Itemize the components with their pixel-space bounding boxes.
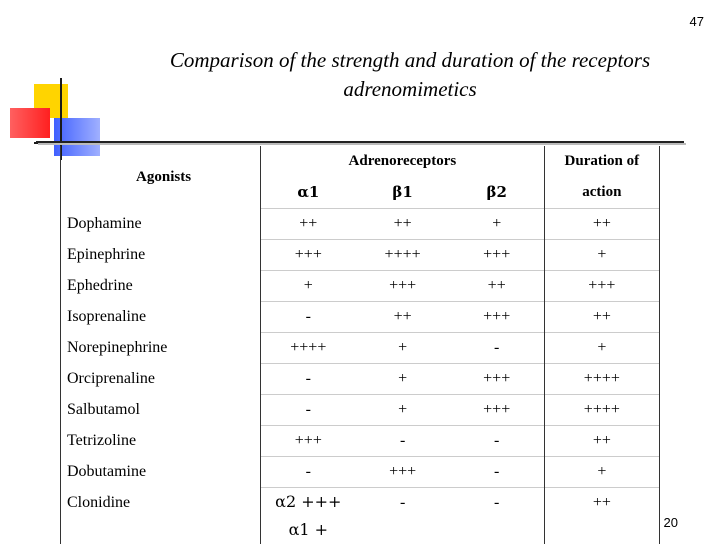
alpha1-value: ++++ xyxy=(261,333,356,364)
alpha1-value: α1 + xyxy=(261,516,355,544)
beta1-header: β1 xyxy=(355,176,449,209)
table-row xyxy=(61,364,660,395)
agonist-name: Epinephrine xyxy=(61,240,261,271)
beta2-value: - xyxy=(450,333,544,364)
agonist-name: Dobutamine xyxy=(61,457,261,488)
table-row xyxy=(61,333,660,364)
beta2-value: - xyxy=(450,457,544,488)
slide-number: 20 xyxy=(664,515,678,530)
beta2-value: + xyxy=(450,209,544,240)
beta1-value: +++ xyxy=(355,271,449,302)
alpha-values-cell xyxy=(261,488,356,544)
agonist-name: Salbutamol xyxy=(61,395,261,426)
beta1-value: + xyxy=(355,333,449,364)
table-row xyxy=(61,395,660,426)
slide-title: Comparison of the strength and duration of the receptors adrenomimetics xyxy=(110,46,710,104)
beta2-value: +++ xyxy=(450,240,544,271)
agonist-name: Norepinephrine xyxy=(61,333,261,364)
duration-header: Duration of xyxy=(544,146,659,176)
title-rule xyxy=(36,141,684,143)
receptor-comparison-table xyxy=(60,146,660,544)
alpha1-value: ++ xyxy=(261,209,356,240)
alpha2-value: α2 +++ xyxy=(261,488,355,516)
alpha1-value: - xyxy=(261,364,356,395)
agonist-name: Dophamine xyxy=(61,209,261,240)
table-row xyxy=(61,488,660,544)
alpha1-value: - xyxy=(261,302,356,333)
table-row xyxy=(61,302,660,333)
beta1-value: ++ xyxy=(355,209,449,240)
beta2-header: β2 xyxy=(450,176,544,209)
beta2-value: +++ xyxy=(450,302,544,333)
beta1-value: +++ xyxy=(355,457,449,488)
table-row xyxy=(61,271,660,302)
duration-value: ++ xyxy=(544,426,659,457)
alpha1-value: - xyxy=(261,457,356,488)
agonist-name: Orciprenaline xyxy=(61,364,261,395)
duration-value: + xyxy=(544,457,659,488)
agonists-header: Agonists xyxy=(61,146,261,209)
alpha1-value: +++ xyxy=(261,240,356,271)
duration-value: ++ xyxy=(544,302,659,333)
beta2-value: +++ xyxy=(450,364,544,395)
red-square-icon xyxy=(10,108,50,138)
agonist-name: Tetrizoline xyxy=(61,426,261,457)
table-row xyxy=(61,240,660,271)
duration-value: + xyxy=(544,333,659,364)
beta1-value: ++++ xyxy=(355,240,449,271)
beta2-value: +++ xyxy=(450,395,544,426)
page-number: 47 xyxy=(690,14,704,29)
agonist-name: Ephedrine xyxy=(61,271,261,302)
duration-value: ++ xyxy=(544,488,659,544)
beta1-value: + xyxy=(355,364,449,395)
table-row xyxy=(61,209,660,240)
alpha1-header: α1 xyxy=(261,176,356,209)
alpha1-value: - xyxy=(261,395,356,426)
duration-value: + xyxy=(544,240,659,271)
beta1-value: ++ xyxy=(355,302,449,333)
beta2-value: ++ xyxy=(450,271,544,302)
beta2-value: - xyxy=(450,426,544,457)
beta1-value: + xyxy=(355,395,449,426)
duration-header-line2: action xyxy=(544,176,659,209)
duration-value: ++ xyxy=(544,209,659,240)
alpha1-value: + xyxy=(261,271,356,302)
table-row xyxy=(61,426,660,457)
adrenoreceptors-header: Adrenoreceptors xyxy=(261,146,545,176)
alpha1-value: +++ xyxy=(261,426,356,457)
beta1-value: - xyxy=(355,488,449,544)
beta1-value: - xyxy=(355,426,449,457)
duration-value: ++++ xyxy=(544,395,659,426)
title-rule-shadow xyxy=(38,143,686,145)
beta2-value: - xyxy=(450,488,544,544)
table-row xyxy=(61,457,660,488)
duration-value: ++++ xyxy=(544,364,659,395)
agonist-name: Isoprenaline xyxy=(61,302,261,333)
agonist-name: Clonidine xyxy=(61,488,261,544)
duration-value: +++ xyxy=(544,271,659,302)
